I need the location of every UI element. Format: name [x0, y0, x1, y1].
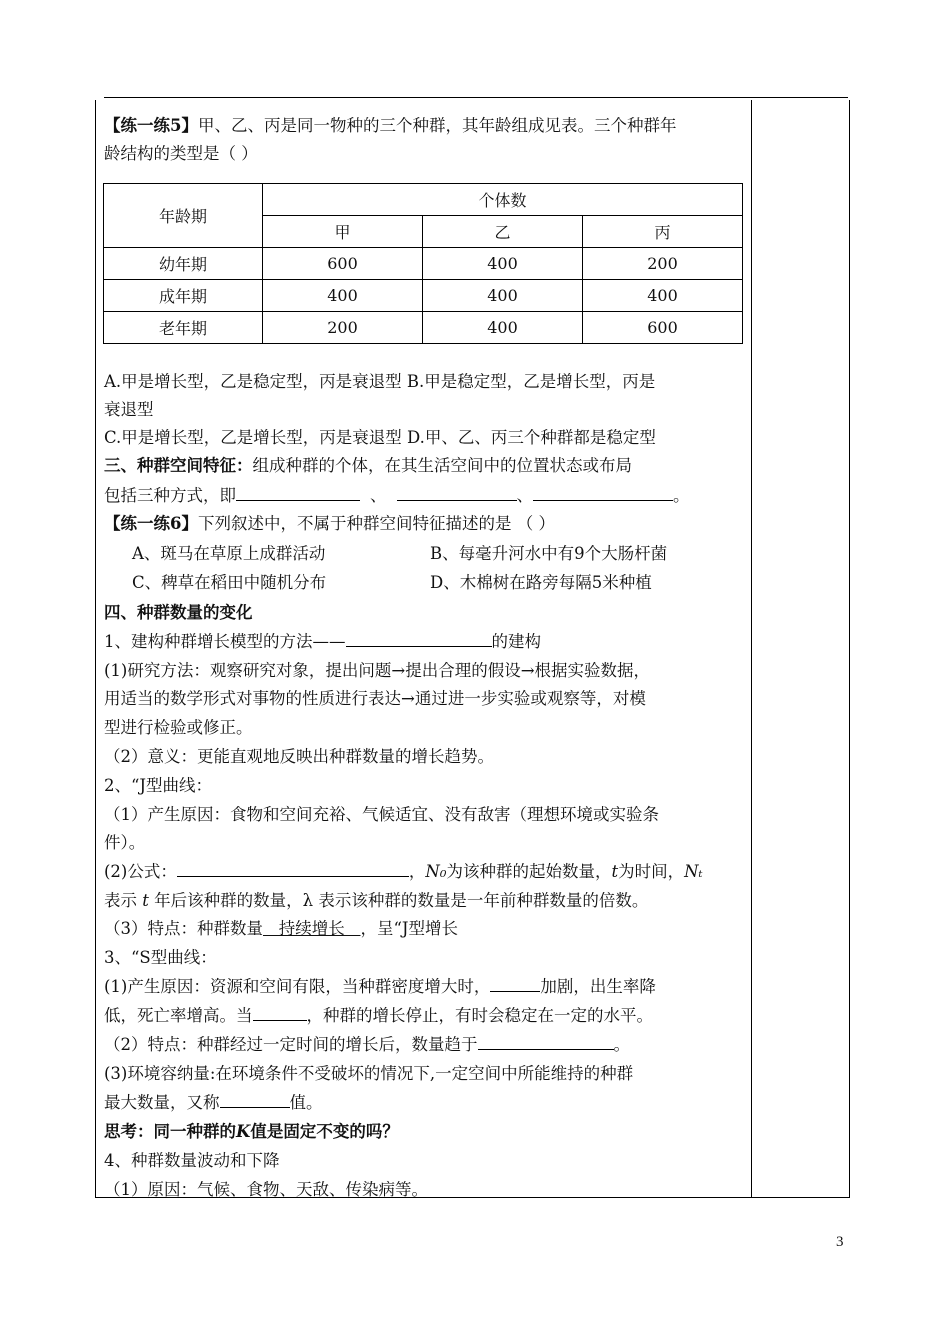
s2-cause-line2: 件）。 [104, 833, 146, 852]
practice6-option-a: A、斑马在草原上成群活动 [132, 544, 326, 563]
s2-feature: （3）特点：种群数量 持续增长 ，呈“J型增长 [104, 919, 459, 938]
s1-method-line3: 型进行检验或修正。 [104, 718, 253, 737]
s3-k-line2: 最大数量，又称 值。 [104, 1093, 323, 1112]
table-row [104, 248, 743, 280]
table-col-header: 乙 [423, 216, 583, 248]
table-col-header: 丙 [583, 216, 743, 248]
section3-line2: 包括三种方式，即 、 、 。 [104, 486, 690, 505]
table-row [104, 312, 743, 344]
table-col-header: 甲 [263, 216, 423, 248]
s4-title: 4、种群数量波动和下降 [104, 1151, 280, 1170]
practice6-option-c: C、稗草在稻田中随机分布 [132, 573, 327, 592]
option-c-d-line: C.甲是增长型，乙是增长型，丙是衰退型 D.甲、乙、丙三个种群都是稳定型 [104, 428, 656, 447]
option-a-b-line1: A.甲是增长型，乙是稳定型，丙是衰退型 B.甲是稳定型，乙是增长型，丙是 [104, 372, 656, 391]
practice5-line1: 【练一练5】甲、乙、丙是同一物种的三个种群，其年龄组成见表。三个种群年 [104, 116, 677, 135]
table-cell: 400 [423, 280, 583, 312]
table-header-age: 年龄期 [104, 184, 263, 248]
s4-cause: （1）原因：气候、食物、天敌、传染病等。 [104, 1180, 428, 1199]
practice6-question: 【练一练6】下列叙述中，不属于种群空间特征描述的是 （ ） [104, 514, 555, 533]
s2-cause-line1: （1）产生原因：食物和空间充裕、气候适宜、没有敌害（理想环境或实验条 [104, 805, 659, 824]
s3-feature: （2）特点：种群经过一定时间的增长后，数量趋于 。 [104, 1035, 630, 1054]
table-cell: 600 [263, 248, 423, 280]
s3-cause-line2: 低，死亡率增高。当 ，种群的增长停止，有时会稳定在一定的水平。 [104, 1006, 653, 1025]
table-cell: 400 [263, 280, 423, 312]
table-cell: 200 [583, 248, 743, 280]
section4-s1: 1、建构种群增长模型的方法—— 的建构 [104, 632, 541, 651]
s2-formula-line2: 表示 t 年后该种群的数量，λ 表示该种群的数量是一年前种群数量的倍数。 [104, 891, 649, 910]
s1-method-line1: (1)研究方法：观察研究对象，提出问题→提出合理的假设→根据实验数据， [104, 661, 651, 680]
table-cell: 400 [583, 280, 743, 312]
row-label: 老年期 [104, 312, 263, 344]
table-cell: 600 [583, 312, 743, 344]
practice6-option-d: D、木棉树在路旁每隔5米种植 [430, 573, 652, 592]
header-rule [104, 97, 848, 98]
s3-cause-line1: (1)产生原因：资源和空间有限，当种群密度增大时， 加剧，出生率降 [104, 977, 656, 996]
practice5-line2: 龄结构的类型是（ ） [104, 144, 258, 163]
row-label: 幼年期 [104, 248, 263, 280]
column-divider [751, 100, 752, 1198]
section3-line1: 三、种群空间特征：组成种群的个体，在其生活空间中的位置状态或布局 [104, 456, 632, 475]
section4-title: 四、种群数量的变化 [104, 603, 253, 622]
age-structure-table [103, 183, 743, 344]
page-number: 3 [836, 1234, 844, 1250]
row-label: 成年期 [104, 280, 263, 312]
table-cell: 400 [423, 248, 583, 280]
s3-title: 3、“S型曲线： [104, 948, 217, 967]
table-cell: 200 [263, 312, 423, 344]
table-header-count: 个体数 [263, 184, 743, 216]
s3-k-line1: (3)环境容纳量:在环境条件不受破坏的情况下,一定空间中所能维持的种群 [104, 1064, 634, 1083]
table-row [104, 280, 743, 312]
s1-method-line2: 用适当的数学形式对事物的性质进行表达→通过进一步实验或观察等，对模 [104, 689, 646, 708]
s1-meaning: （2）意义：更能直观地反映出种群数量的增长趋势。 [104, 747, 494, 766]
practice6-option-b: B、每毫升河水中有9个大肠杆菌 [430, 544, 668, 563]
table-cell: 400 [423, 312, 583, 344]
s2-title: 2、“J型曲线： [104, 776, 213, 795]
option-a-b-line2: 衰退型 [104, 400, 154, 419]
s2-formula-line1: (2)公式： ，N₀为该种群的起始数量，t为时间，Nₜ [104, 862, 703, 881]
think-question: 思考：同一种群的K值是固定不变的吗？ [104, 1122, 399, 1141]
